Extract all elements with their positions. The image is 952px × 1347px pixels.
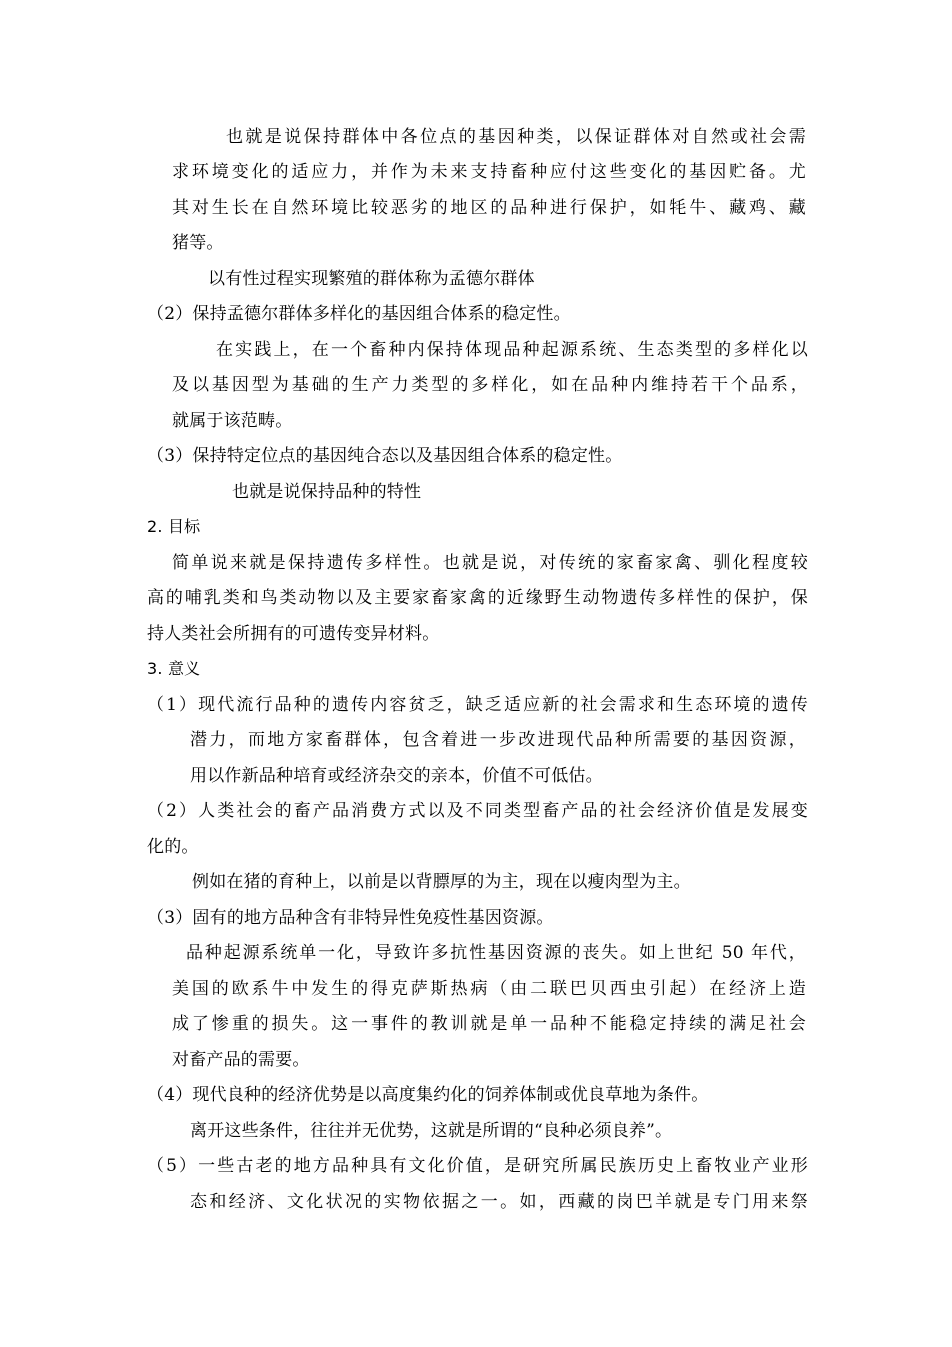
text-line: 潜力，而地方家畜群体，包含着进一步改进现代品种所需要的基因资源， [190,730,806,750]
text-line: 在实践上，在一个畜种内保持体现品种起源系统、生态类型的多样化以 [216,340,808,360]
list-item-heading: （4）现代良种的经济优势是以高度集约化的饲养体制或优良草地为条件。 [147,1085,709,1105]
text-line: 品种起源系统单一化，导致许多抗性基因资源的丧失。如上世纪 50 年代， [186,943,806,963]
list-item-heading: （3）保持特定位点的基因纯合态以及基因组合体系的稳定性。 [147,446,623,466]
text-line: 简单说来就是保持遗传多样性。也就是说，对传统的家畜家禽、驯化程度较 [172,553,808,573]
text-line: 美国的欧系牛中发生的得克萨斯热病（由二联巴贝西虫引起）在经济上造 [172,979,806,999]
text-line: 化的。 [147,837,199,857]
text-line: 也就是说保持品种的特性 [232,482,422,502]
text-line: 成了惨重的损失。这一事件的教训就是单一品种不能稳定持续的满足社会 [172,1014,806,1034]
text-line: 就属于该范畴。 [172,411,293,431]
list-item-heading: （5）一些古老的地方品种具有文化价值，是研究所属民族历史上畜牧业产业形 [147,1156,808,1176]
text-line: 离开这些条件，往往并无优势，这就是所谓的“良种必须良养”。 [190,1121,673,1141]
list-item-heading: （2）保持孟德尔群体多样化的基因组合体系的稳定性。 [147,304,571,324]
text-line: 对畜产品的需要。 [172,1050,310,1070]
text-line: 高的哺乳类和鸟类动物以及主要家畜家禽的近缘野生动物遗传多样性的保护，保 [147,588,808,608]
list-item-heading: （3）固有的地方品种含有非特异性免疫性基因资源。 [147,908,554,928]
list-item-heading: （1）现代流行品种的遗传内容贫乏，缺乏适应新的社会需求和生态环境的遗传 [147,695,808,715]
text-line: 求环境变化的适应力，并作为未来支持畜种应付这些变化的基因贮备。尤 [172,162,806,182]
section-heading: 3. 意义 [147,659,201,678]
text-line: 持人类社会所拥有的可遗传变异材料。 [147,624,440,644]
list-item-heading: （2）人类社会的畜产品消费方式以及不同类型畜产品的社会经济价值是发展变 [147,801,808,821]
text-line: 态和经济、文化状况的实物依据之一。如，西藏的岗巴羊就是专门用来祭 [190,1192,808,1212]
text-line: 其对生长在自然环境比较恶劣的地区的品种进行保护，如牦牛、藏鸡、藏 [172,198,806,218]
section-heading: 2. 目标 [147,517,201,536]
text-line: 用以作新品种培育或经济杂交的亲本，价值不可低估。 [190,766,603,786]
text-line: 猪等。 [172,233,224,253]
text-line: 也就是说保持群体中各位点的基因种类，以保证群体对自然或社会需 [226,127,806,147]
text-line: 以有性过程实现繁殖的群体称为孟德尔群体 [208,269,535,289]
text-line: 及以基因型为基础的生产力类型的多样化，如在品种内维持若干个品系， [172,375,808,395]
text-line: 例如在猪的育种上，以前是以背膘厚的为主，现在以瘦肉型为主。 [192,872,691,892]
